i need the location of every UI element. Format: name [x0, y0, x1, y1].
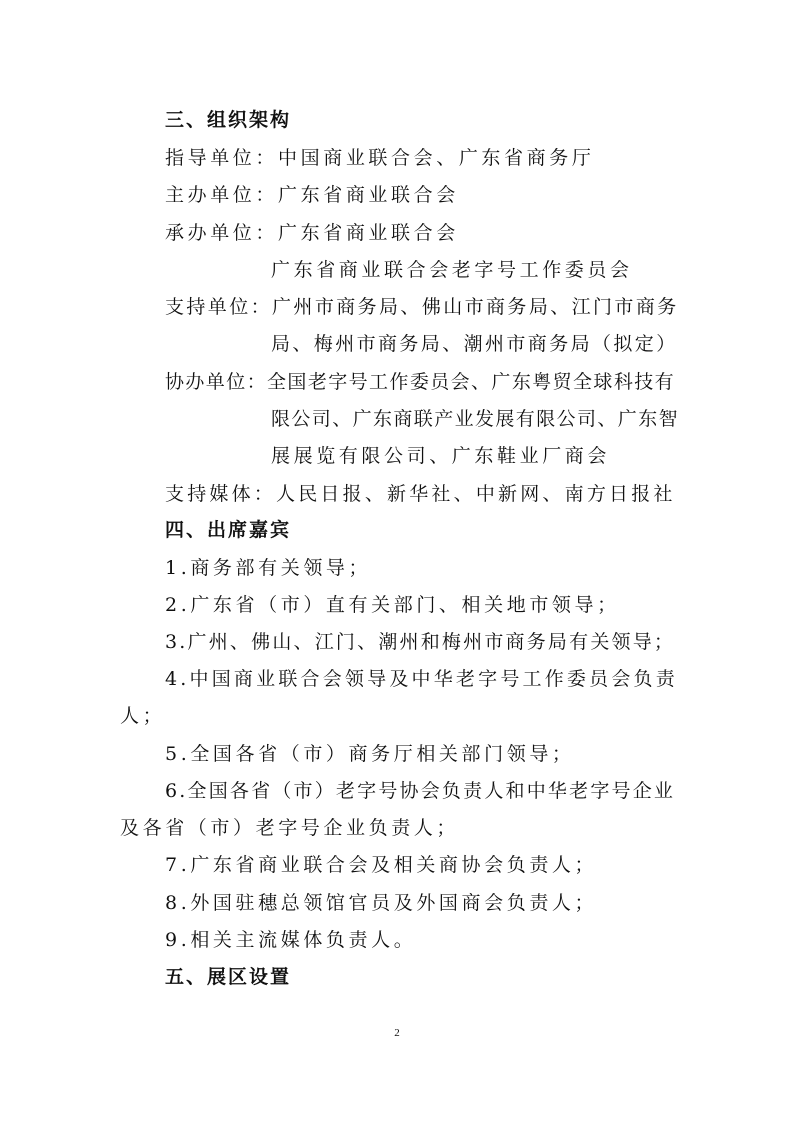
guest-item-continuation: 人；	[120, 705, 166, 727]
org-value-continuation: 限公司、广东商联产业发展有限公司、广东智	[271, 408, 680, 430]
org-value: 广东省商业联合会	[278, 184, 459, 206]
guest-item: 7.广东省商业联合会及相关商协会负责人；	[165, 854, 598, 876]
org-value: 人民日报、新华社、中新网、南方日报社	[276, 483, 676, 505]
guest-item: 1.商务部有关领导；	[165, 557, 372, 579]
org-label: 指导单位：	[165, 147, 279, 169]
section-heading-exhibit-areas: 五、展区设置	[165, 966, 292, 988]
org-value-continuation: 广东省商业联合会老字号工作委员会	[271, 259, 633, 281]
org-row-organizer	[165, 221, 459, 245]
org-value-continuation: 局、梅州市商务局、潮州市商务局（拟定）	[271, 333, 678, 355]
guest-item-continuation: 及各省（市）老字号企业负责人；	[120, 817, 460, 839]
org-row-guidance	[165, 146, 594, 170]
org-value: 中国商业联合会、广东省商务厅	[278, 147, 595, 169]
org-value: 全国老字号工作委员会、广东粤贸全球科技有	[267, 371, 676, 393]
guest-item: 3.广州、佛山、江门、潮州和梅州市商务局有关领导；	[165, 631, 676, 653]
org-label: 支持单位：	[165, 296, 273, 318]
section-heading-guests: 四、出席嘉宾	[165, 519, 292, 541]
org-row-host	[165, 183, 459, 207]
org-row-co-organizer	[165, 370, 675, 394]
guest-item: 2.广东省（市）直有关部门、相关地市领导；	[165, 594, 620, 616]
org-value-continuation: 展展览有限公司、广东鞋业厂商会	[271, 445, 611, 467]
org-label: 承办单位：	[165, 222, 279, 244]
org-value: 广州市商务局、佛山市商务局、江门市商务	[272, 296, 679, 318]
guest-item: 9.相关主流媒体负责人。	[165, 929, 417, 951]
org-row-support	[165, 295, 679, 319]
guest-item: 4.中国商业联合会领导及中华老字号工作委员会负责	[165, 668, 678, 690]
guest-item: 8.外国驻穗总领馆官员及外国商会负责人；	[165, 892, 598, 914]
page-number: 2	[394, 1027, 400, 1039]
guest-item: 5.全国各省（市）商务厅相关部门领导；	[165, 743, 575, 765]
org-label: 主办单位：	[165, 184, 279, 206]
guest-item: 6.全国各省（市）老字号协会负责人和中华老字号企业	[165, 780, 676, 802]
section-heading-organization: 三、组织架构	[165, 109, 292, 131]
org-label: 协办单位：	[165, 371, 268, 393]
org-value: 广东省商业联合会	[278, 222, 459, 244]
org-row-media	[165, 482, 676, 506]
org-label: 支持媒体：	[165, 483, 277, 505]
